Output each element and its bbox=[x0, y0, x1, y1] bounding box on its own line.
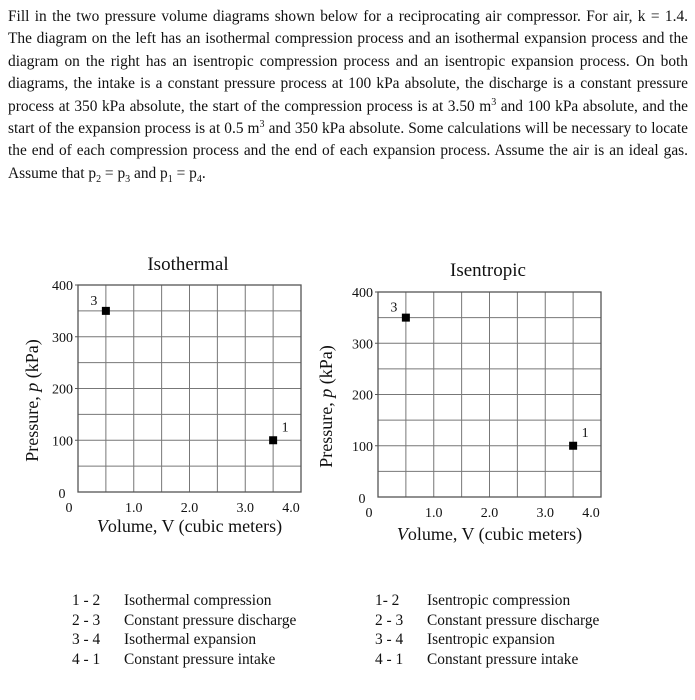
state-point-label-3: 3 bbox=[390, 300, 398, 316]
legend-row bbox=[375, 611, 599, 631]
process-description: Constant pressure discharge bbox=[124, 611, 297, 629]
y-tick-label: 200 bbox=[352, 388, 373, 404]
legend-isothermal bbox=[72, 591, 296, 669]
x-axis-label: Volume, V (cubic meters) bbox=[96, 516, 283, 536]
y-tick-label: 300 bbox=[52, 330, 73, 346]
state-point-3 bbox=[402, 314, 410, 322]
process-key: 1 - 2 bbox=[72, 592, 101, 609]
subscript: 3 bbox=[125, 173, 131, 185]
state-point-3 bbox=[102, 307, 110, 315]
legend-row bbox=[72, 630, 296, 650]
legend-row bbox=[72, 611, 296, 631]
x-tick-label: 1.0 bbox=[125, 501, 143, 516]
x-tick-label: 0 bbox=[365, 506, 373, 521]
y-tick-label: 400 bbox=[52, 279, 73, 294]
legend-row bbox=[72, 650, 296, 670]
problem-text: = p bbox=[172, 164, 197, 182]
x-tick-label: 3.0 bbox=[236, 501, 254, 516]
x-tick-label: 2.0 bbox=[180, 501, 199, 516]
y-tick-label: 400 bbox=[352, 286, 373, 301]
problem-text: = p bbox=[101, 164, 126, 182]
problem-text: and 350 kPa absolute. Some calculations will be necessary to locate the end of each compression process and the end of each expansion process. Assume the air is an ideal gas. Assume that p bbox=[8, 120, 689, 182]
process-key: 2 - 3 bbox=[375, 611, 404, 629]
process-description: Constant pressure intake bbox=[427, 650, 579, 668]
process-key: 4 - 1 bbox=[72, 650, 101, 668]
chart-title: Isothermal bbox=[147, 254, 229, 275]
y-tick-label: 300 bbox=[352, 337, 373, 353]
state-point-1 bbox=[569, 442, 577, 450]
subscript: 4 bbox=[196, 173, 202, 185]
state-point-label-1: 1 bbox=[281, 420, 289, 436]
x-tick-label: 4.0 bbox=[282, 501, 300, 516]
y-tick-label: 100 bbox=[352, 439, 373, 455]
state-point-1 bbox=[269, 436, 277, 444]
x-tick-label: 4.0 bbox=[582, 506, 600, 521]
legend-row bbox=[72, 591, 296, 611]
process-key: 1- 2 bbox=[375, 592, 400, 609]
y-tick-label: 0 bbox=[358, 492, 366, 507]
x-tick-label: 0 bbox=[65, 501, 73, 516]
legend-isentropic bbox=[375, 591, 599, 669]
state-point-label-1: 1 bbox=[581, 425, 589, 441]
subscript: 2 bbox=[96, 173, 102, 185]
process-key: 4 - 1 bbox=[375, 650, 404, 668]
process-description: Isothermal expansion bbox=[124, 631, 257, 648]
problem-text: Fill in the two pressure volume diagrams shown below for a reciprocating air compressor. For air, k = 1.4. The diagram on the left has an isothermal compression process and an isothermal expansion process and the diagram on the right has an isentropic compression process and an isentropic expansion process. On both diagrams, the intake is a constant pressure process at 100 kPa absolute, the discharge is a constant pressure process at 350 kPa absolute, the start of the compression process is at 3.50 m bbox=[8, 8, 688, 115]
process-description: Constant pressure intake bbox=[124, 650, 276, 668]
problem-text: . bbox=[201, 164, 206, 182]
x-axis-label: Volume, V (cubic meters) bbox=[396, 524, 583, 544]
x-tick-label: 3.0 bbox=[536, 506, 554, 521]
process-description: Isentropic expansion bbox=[427, 631, 555, 648]
legend-row bbox=[375, 650, 599, 670]
y-tick-label: 0 bbox=[58, 487, 66, 502]
superscript: 3 bbox=[259, 118, 265, 130]
x-tick-label: 2.0 bbox=[480, 506, 499, 521]
legend-row bbox=[375, 630, 599, 650]
y-tick-label: 200 bbox=[52, 382, 73, 398]
legend-row bbox=[375, 591, 599, 611]
y-axis-label: Pressure, p (kPa) bbox=[22, 339, 42, 462]
superscript: 3 bbox=[491, 96, 497, 108]
y-axis-label: Pressure, p (kPa) bbox=[316, 345, 336, 468]
process-description: Constant pressure discharge bbox=[427, 611, 600, 629]
process-description: Isentropic compression bbox=[427, 592, 571, 609]
process-key: 3 - 4 bbox=[72, 631, 101, 648]
x-tick-label: 1.0 bbox=[425, 506, 443, 521]
process-description: Isothermal compression bbox=[124, 592, 272, 609]
y-tick-label: 100 bbox=[52, 434, 73, 450]
process-key: 2 - 3 bbox=[72, 611, 101, 629]
chart-title: Isentropic bbox=[450, 260, 526, 281]
subscript: 1 bbox=[167, 173, 173, 185]
process-key: 3 - 4 bbox=[375, 631, 404, 648]
problem-text: and p bbox=[130, 164, 168, 182]
state-point-label-3: 3 bbox=[90, 293, 98, 309]
problem-text: and 100 kPa absolute, and the start of the expansion process is at 0.5 m bbox=[8, 97, 688, 138]
